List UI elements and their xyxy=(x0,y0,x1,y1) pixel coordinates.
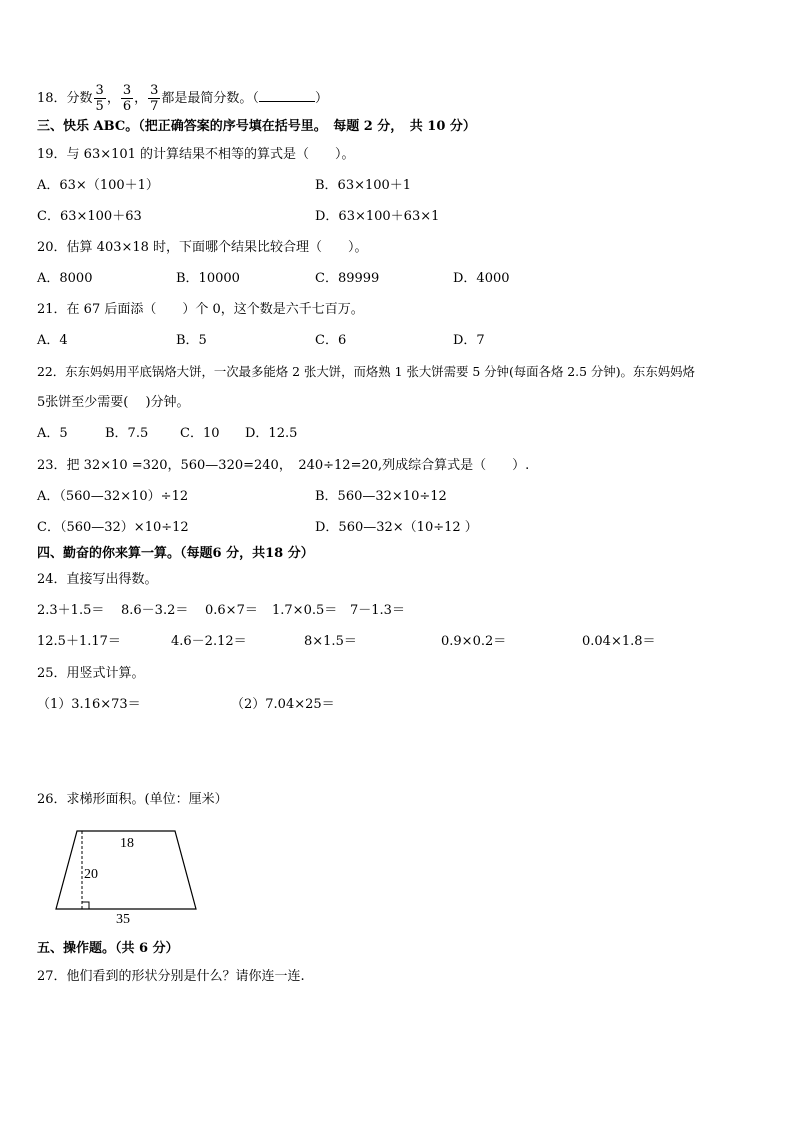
q19-stem: 19．与 63×101 的计算结果不相等的算式是（ ）。 xyxy=(37,147,355,162)
calc-item: 8.6－3.2＝ xyxy=(121,603,189,618)
calc-item: 7－1.3＝ xyxy=(350,603,405,618)
q20-option-d[interactable]: D．4000 xyxy=(453,271,510,286)
q22-stem-line2: 5张饼至少需要( )分钟。 xyxy=(37,395,190,410)
q22-stem-line1: 22．东东妈妈用平底锅烙大饼，一次最多能烙 2 张大饼，而烙熟 1 张大饼需要 5 分钟(每面各烙 2.5 分钟)。东东妈妈烙 xyxy=(37,364,695,379)
section-4-heading: 四、勤奋的你来算一算。（每题6 分，共18 分） xyxy=(37,546,314,561)
q19-option-d[interactable]: D．63×100＋63×1 xyxy=(315,209,440,224)
q22-option-d[interactable]: D．12.5 xyxy=(245,426,298,441)
q23-option-c[interactable]: C．（560—32）×10÷12 xyxy=(37,520,189,535)
calc-item: 4.6－2.12＝ xyxy=(171,634,247,649)
q25-item-2: （2）7.04×25＝ xyxy=(231,697,335,712)
q19-option-a[interactable]: A．63×（100＋1） xyxy=(37,178,159,193)
q23-stem: 23．把 32×10 =320，560—320=240， 240÷12=20,列成综合算式是（ ）. xyxy=(37,458,530,473)
q21-option-a[interactable]: A．4 xyxy=(37,333,68,348)
q21-option-d[interactable]: D．7 xyxy=(453,333,485,348)
calc-item: 0.9×0.2＝ xyxy=(441,634,507,649)
q23-option-a[interactable]: A．（560—32×10）÷12 xyxy=(37,489,189,504)
fraction-3-5: $\frac{3}{5}$ xyxy=(95,83,104,114)
bottom-base-label: 35 xyxy=(116,912,130,927)
q19-option-c[interactable]: C．63×100＋63 xyxy=(37,209,142,224)
q26-stem: 26．求梯形面积。(单位：厘米） xyxy=(37,792,228,807)
q25-item-1: （1）3.16×73＝ xyxy=(37,697,141,712)
calc-item: 12.5＋1.17＝ xyxy=(37,634,121,649)
q21-stem: 21．在 67 后面添（ ）个 0，这个数是六千七百万。 xyxy=(37,302,364,317)
answer-blank[interactable] xyxy=(259,89,315,102)
q22-option-a[interactable]: A．5 xyxy=(37,426,68,441)
q20-option-c[interactable]: C．89999 xyxy=(315,271,380,286)
q18: 18．分数 $\frac{3}{5}$ ， $\frac{3}{6}$ ， $\frac{3}{7}$ 都是最简分数。（ ） xyxy=(37,83,328,114)
q20-option-b[interactable]: B．10000 xyxy=(176,271,240,286)
calc-item: 2.3＋1.5＝ xyxy=(37,603,105,618)
q27-stem: 27．他们看到的形状分别是什么？请你连一连. xyxy=(37,969,305,984)
q20-option-a[interactable]: A．8000 xyxy=(37,271,93,286)
height-label: 20 xyxy=(84,867,98,882)
fraction-3-7: $\frac{3}{7}$ xyxy=(150,83,159,114)
q23-option-b[interactable]: B．560—32×10÷12 xyxy=(315,489,447,504)
section-3-heading: 三、快乐 ABC。（把正确答案的序号填在括号里。 每题 2 分， 共 10 分） xyxy=(37,119,476,134)
right-angle-mark xyxy=(82,902,89,909)
q24-stem: 24．直接写出得数。 xyxy=(37,572,158,587)
q21-option-b[interactable]: B．5 xyxy=(176,333,207,348)
top-base-label: 18 xyxy=(120,836,134,851)
section-5-heading: 五、操作题。（共 6 分） xyxy=(37,941,179,956)
q25-stem: 25．用竖式计算。 xyxy=(37,666,145,681)
q19-option-b[interactable]: B．63×100＋1 xyxy=(315,178,412,193)
fraction-3-6: $\frac{3}{6}$ xyxy=(122,83,132,114)
q22-option-c[interactable]: C．10 xyxy=(180,426,220,441)
calc-item: 0.6×7＝ xyxy=(205,603,258,618)
q23-option-d[interactable]: D．560—32×（10÷12 ） xyxy=(315,520,478,535)
calc-item: 1.7×0.5＝ xyxy=(272,603,338,618)
calc-item: 8×1.5＝ xyxy=(304,634,357,649)
q22-option-b[interactable]: B．7.5 xyxy=(105,426,149,441)
q20-stem: 20．估算 403×18 时，下面哪个结果比较合理（ ）。 xyxy=(37,240,368,255)
q21-option-c[interactable]: C．6 xyxy=(315,333,347,348)
calc-item: 0.04×1.8＝ xyxy=(582,634,656,649)
trapezoid-figure xyxy=(50,825,205,927)
q18-prefix: 18．分数 xyxy=(37,91,93,106)
q18-suffix: 都是最简分数。（ xyxy=(161,91,259,106)
